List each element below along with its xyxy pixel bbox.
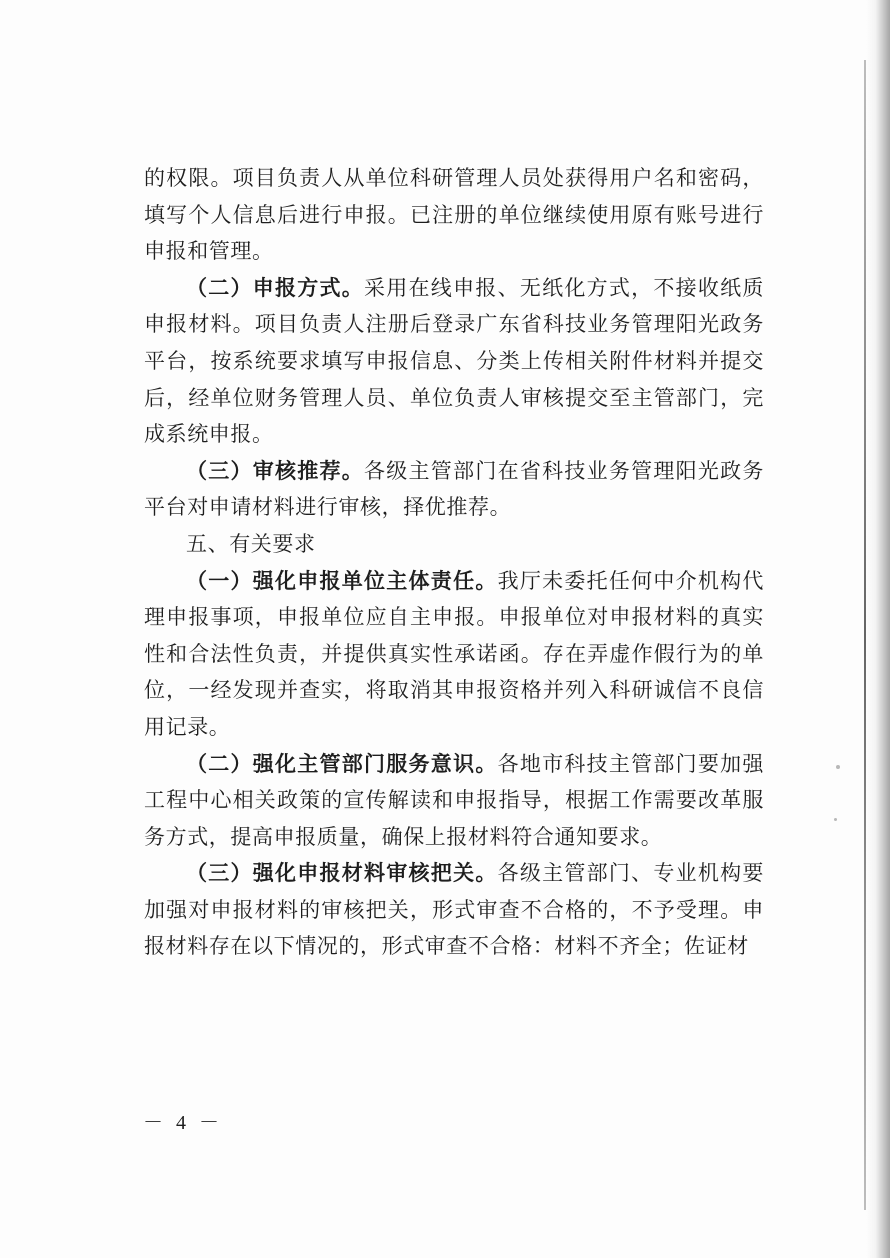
paragraph-lead: （三）审核推荐。 — [186, 458, 365, 483]
scan-speck — [834, 818, 837, 821]
paragraph-lead: （二）申报方式。 — [186, 275, 365, 300]
paragraph-text: 各级主管部门、专业机构要加强对申报材料的审核把关，形式审查不合格的，不予受理。申报材料存在以下情况的，形式审查不合格：材料不齐全；佐证材 — [144, 861, 764, 959]
section-heading-text: 五、有关要求 — [186, 531, 316, 556]
paragraph-applicant-responsibility — [144, 563, 764, 746]
paragraph-text: 各地市科技主管部门要加强工程中心相关政策的宣传解读和申报指导，根据工作需要改革服务方式，提高申报质量，确保上报材料符合通知要求。 — [144, 751, 764, 849]
scan-edge-shadow — [866, 0, 890, 1258]
paragraph-service-awareness — [144, 746, 764, 856]
paragraph-review-recommendation — [144, 453, 764, 526]
section-heading-requirements — [144, 526, 764, 563]
paragraph-text: 的权限。项目负责人从单位科研管理人员处获得用户名和密码，填写个人信息后进行申报。已注册的单位继续使用原有账号进行申报和管理。 — [144, 166, 764, 264]
paragraph-text: 我厅未委托任何中介机构代理申报事项，申报单位应自主申报。申报单位对申报材料的真实性和合法性负责，并提供真实性承诺函。存在弄虚作假行为的单位，一经发现并查实，将取消其申报资格并列入科研诚信不良信用记录。 — [144, 568, 764, 739]
paragraph-lead: （一）强化申报单位主体责任。 — [186, 568, 498, 593]
body-text — [144, 160, 764, 965]
paragraph-lead: （二）强化主管部门服务意识。 — [186, 751, 498, 776]
scan-speck — [836, 765, 840, 769]
paragraph-text: 采用在线申报、无纸化方式，不接收纸质申报材料。项目负责人注册后登录广东省科技业务管理阳光政务平台，按系统要求填写申报信息、分类上传相关附件材料并提交后，经单位财务管理人员、单位负责人审核提交至主管部门，完成系统申报。 — [144, 275, 764, 447]
paragraph-lead: （三）强化申报材料审核把关。 — [186, 861, 498, 886]
page-number: － 4 － — [143, 1112, 223, 1134]
paragraph-text: 各级主管部门在省科技业务管理阳光政务平台对申请材料进行审核，择优推荐。 — [144, 458, 764, 520]
paragraph-material-review — [144, 855, 764, 965]
paragraph-submission-method — [144, 270, 764, 453]
paragraph-continuation — [144, 160, 764, 270]
